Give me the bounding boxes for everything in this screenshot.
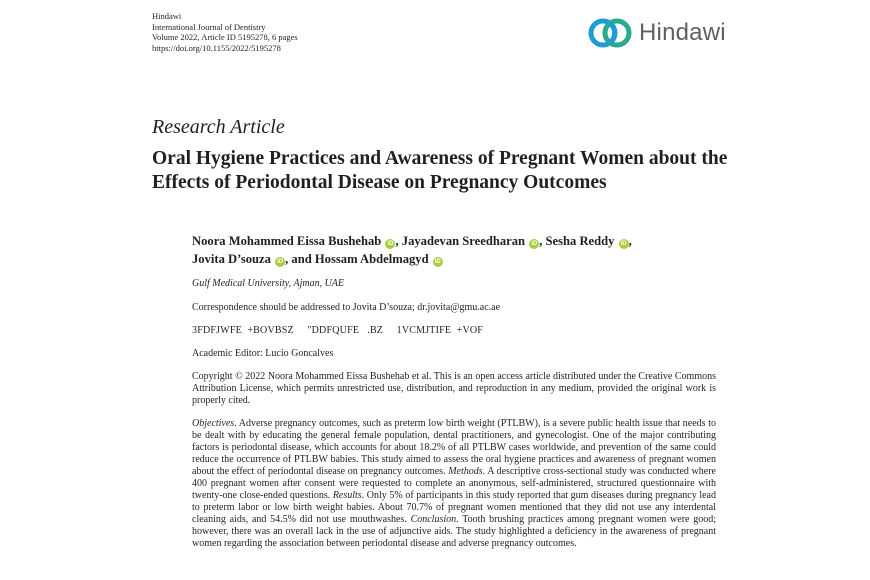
author-conjunction: , and [285, 252, 312, 266]
abstract [192, 418, 716, 550]
article-title: Oral Hygiene Practices and Awareness of Pregnant Women about the Effects of Periodontal Disease on Pregnancy Outcomes [152, 148, 728, 193]
abstract-conclusion-text: . Tooth brushing practices among pregnant women were good; however, there was an overall lack in the use of adjunctive aids. The study highlighted a deficiency in the awareness of pregnant women regarding the association between periodontal disease and adverse pregnancy outcomes. [192, 514, 716, 549]
author-separator: , [539, 234, 543, 248]
publication-dates: 3FDFJWFE +BOVBSZ "DDFQUFE .BZ 1VCMJTIFE +VOF [192, 325, 484, 336]
author-name[interactable]: Noora Mohammed Eissa Bushehab [192, 234, 382, 248]
author-name[interactable]: Jovita D’souza [192, 252, 271, 266]
journal-meta [152, 11, 298, 53]
abstract-conclusion-label: Conclusion [410, 514, 457, 525]
orcid-icon[interactable]: iD [387, 241, 394, 247]
abstract-methods-label: Methods [448, 466, 483, 477]
author-list [192, 232, 692, 268]
abstract-objectives-text: . Adverse pregnancy outcomes, such as preterm low birth weight (PTLBW), is a severe public health issue that needs to be dealt with by educating the general female population, dental practitioners, and gynecologist. One of the major contributing factors is periodontal disease, which accounts for about 18.2% of all PTLBW cases worldwide, and prevention of the same could reduce the occurrence of PTLBW babies. This study aimed to assess the oral hygiene practices and awareness of pregnant women about the effect of periodontal disease on pregnancy outcomes. [192, 418, 716, 477]
abstract-results-text: . Only 5% of participants in this study reported that gum diseases during pregnancy lead to preterm labor or low birth weight babies. About 70.7% of pregnant women mentioned that they did not use any interdental cleaning aids, and 54.5% did not use mouthwashes. [192, 490, 716, 525]
hindawi-logo-text: Hindawi [639, 19, 726, 46]
volume-line: Volume 2022, Article ID 5195278, 6 pages [152, 32, 298, 42]
orcid-icon[interactable]: iD [531, 241, 538, 247]
article-type: Research Article [152, 116, 285, 138]
affiliation: Gulf Medical University, Ajman, UAE [192, 278, 345, 289]
correspondence: Correspondence should be addressed to Jovita D’souza; dr.jovita@gmu.ac.ae [192, 302, 501, 313]
author-separator: , [395, 234, 399, 248]
abstract-methods-text: . A descriptive cross-sectional study was conducted where 400 pregnant women after consent were requested to complete an anonymous, self-administered, structured questionnaire with twenty-one close-ended questions. [192, 466, 716, 501]
hindawi-logo-icon [588, 14, 632, 52]
copyright-notice: Copyright © 2022 Noora Mohammed Eissa Bushehab et al. This is an open access article distributed under the Creative Commons Attribution License, which permits unrestricted use, distribution, and reproduction in any medium, provided the original work is properly cited. [192, 371, 716, 406]
orcid-icon[interactable]: iD [434, 259, 441, 265]
abstract-objectives-label: Objectives [192, 418, 235, 429]
abstract-results-label: Results [332, 490, 362, 501]
author-separator: , [628, 234, 632, 248]
academic-editor: Academic Editor: Lucio Goncalves [192, 348, 334, 359]
author-name[interactable]: Jayadevan Sreedharan [401, 234, 526, 248]
orcid-icon[interactable]: iD [620, 241, 627, 247]
publisher-name: Hindawi [152, 11, 182, 21]
orcid-icon[interactable]: iD [277, 259, 284, 265]
author-name[interactable]: Sesha Reddy [545, 234, 615, 248]
doi-link[interactable]: https://doi.org/10.1155/2022/5195278 [152, 42, 281, 53]
journal-name: International Journal of Dentistry [152, 21, 266, 32]
hindawi-logo [588, 14, 726, 52]
author-name[interactable]: Hossam Abdelmagyd [314, 252, 429, 266]
